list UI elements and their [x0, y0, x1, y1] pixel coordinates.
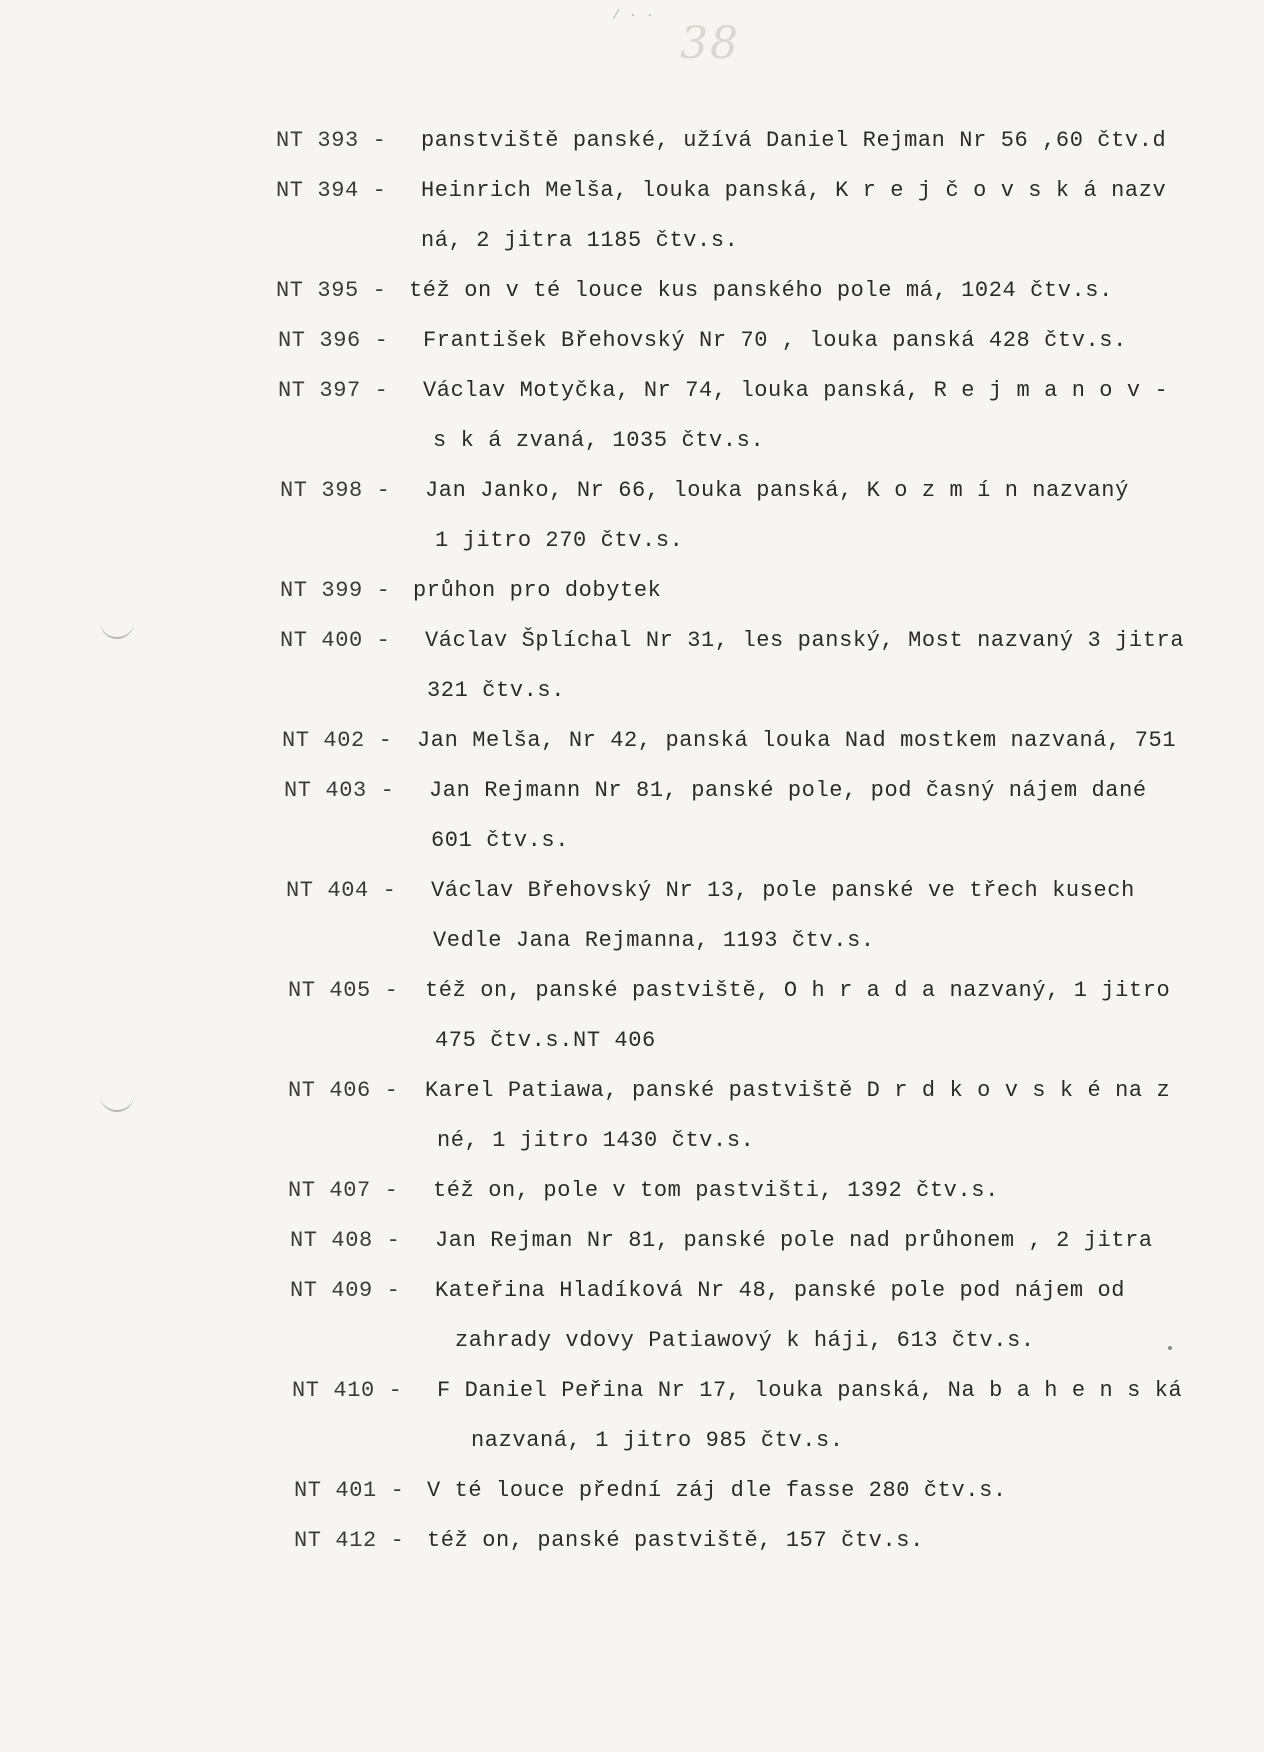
entry-code: NT 399 - [280, 578, 391, 603]
entry-text: 601 čtv.s. [431, 828, 570, 853]
entry-code: NT 402 - [282, 728, 393, 753]
entry-text: též on, panské pastviště, O h r a d a nazvaný, 1 jitro [425, 978, 1171, 1003]
entry-text: Jan Rejman Nr 81, panské pole nad průhonem , 2 jitra [435, 1228, 1153, 1253]
entry-text: 475 čtv.s.NT 406 [435, 1028, 656, 1053]
entry-line [288, 1078, 1170, 1104]
entry-text: František Břehovský Nr 70 , louka panská 428 čtv.s. [423, 328, 1127, 353]
entry-line [280, 578, 661, 604]
entry-code: NT 408 - [290, 1228, 401, 1253]
entry-line [288, 428, 764, 454]
entry-line [292, 1378, 1182, 1404]
entry-text: Václav Břehovský Nr 13, pole panské ve třech kusech [431, 878, 1135, 903]
entry-text: Václav Šplíchal Nr 31, les panský, Most nazvaný 3 jitra [425, 628, 1185, 653]
punch-hole-mark [100, 1088, 134, 1112]
entry-text: panstviště panské, užívá Daniel Rejman Nr 56 ,60 čtv.d [421, 128, 1167, 153]
entry-text: též on v té louce kus panského pole má, 1024 čtv.s. [409, 278, 1113, 303]
entry-line [288, 978, 1170, 1004]
entry-line [294, 1478, 1007, 1504]
entry-code: NT 405 - [288, 978, 399, 1003]
entry-code: NT 393 - [276, 128, 387, 153]
entry-code: NT 407 - [288, 1178, 399, 1203]
page-number: 38 [680, 18, 740, 69]
entry-text: též on, pole v tom pastvišti, 1392 čtv.s. [433, 1178, 999, 1203]
entry-text: Jan Melša, Nr 42, panská louka Nad mostkem nazvaná, 751 [417, 728, 1177, 753]
entry-code: NT 406 - [288, 1078, 399, 1103]
entry-code: NT 409 - [290, 1278, 401, 1303]
entry-text: nazvaná, 1 jitro 985 čtv.s. [471, 1428, 844, 1453]
entry-code: NT 404 - [286, 878, 397, 903]
entry-line [276, 178, 1166, 204]
entry-line [290, 528, 683, 554]
entry-text: průhon pro dobytek [413, 578, 662, 603]
entry-line [282, 678, 565, 704]
entry-line [326, 1428, 844, 1454]
entry-line [276, 278, 1113, 304]
entry-text: Vedle Jana Rejmanna, 1193 čtv.s. [433, 928, 875, 953]
entry-code: NT 400 - [280, 628, 391, 653]
entry-code: NT 395 - [276, 278, 387, 303]
entry-text: též on, panské pastviště, 157 čtv.s. [427, 1528, 924, 1553]
entry-line [288, 1178, 999, 1204]
entry-line [284, 778, 1147, 804]
entry-code: NT 396 - [278, 328, 389, 353]
entry-line [276, 128, 1166, 154]
entry-text: F Daniel Peřina Nr 17, louka panská, Na b a h e n s ká [437, 1378, 1183, 1403]
entry-text: 1 jitro 270 čtv.s. [435, 528, 684, 553]
entry-text: né, 1 jitro 1430 čtv.s. [437, 1128, 755, 1153]
entry-line [288, 928, 875, 954]
entry-code: NT 397 - [278, 378, 389, 403]
ink-speck [1168, 1346, 1172, 1350]
entry-line [294, 1528, 924, 1554]
entry-line [278, 328, 1127, 354]
entry-text: Václav Motyčka, Nr 74, louka panská, R e j m a n o v - [423, 378, 1169, 403]
entry-line [282, 728, 1176, 754]
entry-line [280, 478, 1129, 504]
entry-code: NT 403 - [284, 778, 395, 803]
entry-code: NT 410 - [292, 1378, 403, 1403]
entry-code: NT 394 - [276, 178, 387, 203]
entry-text: Jan Janko, Nr 66, louka panská, K o z m í n nazvaný [425, 478, 1129, 503]
top-mark: / · · [612, 8, 655, 24]
entry-text: ná, 2 jitra 1185 čtv.s. [421, 228, 739, 253]
punch-hole-mark [100, 615, 134, 639]
entry-text: 321 čtv.s. [427, 678, 566, 703]
entry-text: Jan Rejmann Nr 81, panské pole, pod časný nájem dané [429, 778, 1147, 803]
entry-code: NT 401 - [294, 1478, 405, 1503]
entry-line [286, 878, 1135, 904]
entry-text: Kateřina Hladíková Nr 48, panské pole pod nájem od [435, 1278, 1126, 1303]
entry-line [310, 1328, 1035, 1354]
entry-line [290, 1278, 1125, 1304]
entry-line [290, 1228, 1153, 1254]
entry-text: Karel Patiawa, panské pastviště D r d k o v s k é na z [425, 1078, 1171, 1103]
entry-line [292, 1128, 754, 1154]
entry-text: V té louce přední záj dle fasse 280 čtv.s. [427, 1478, 1007, 1503]
entry-line [290, 1028, 656, 1054]
entry-text: s k á zvaná, 1035 čtv.s. [433, 428, 765, 453]
entry-line [278, 378, 1168, 404]
entry-text: Heinrich Melša, louka panská, K r e j č o v s k á nazv [421, 178, 1167, 203]
entry-code: NT 398 - [280, 478, 391, 503]
entry-text: zahrady vdovy Patiawový k háji, 613 čtv.s. [455, 1328, 1035, 1353]
entry-line [286, 828, 569, 854]
entry-line [280, 628, 1184, 654]
entry-code: NT 412 - [294, 1528, 405, 1553]
entry-line [276, 228, 738, 254]
